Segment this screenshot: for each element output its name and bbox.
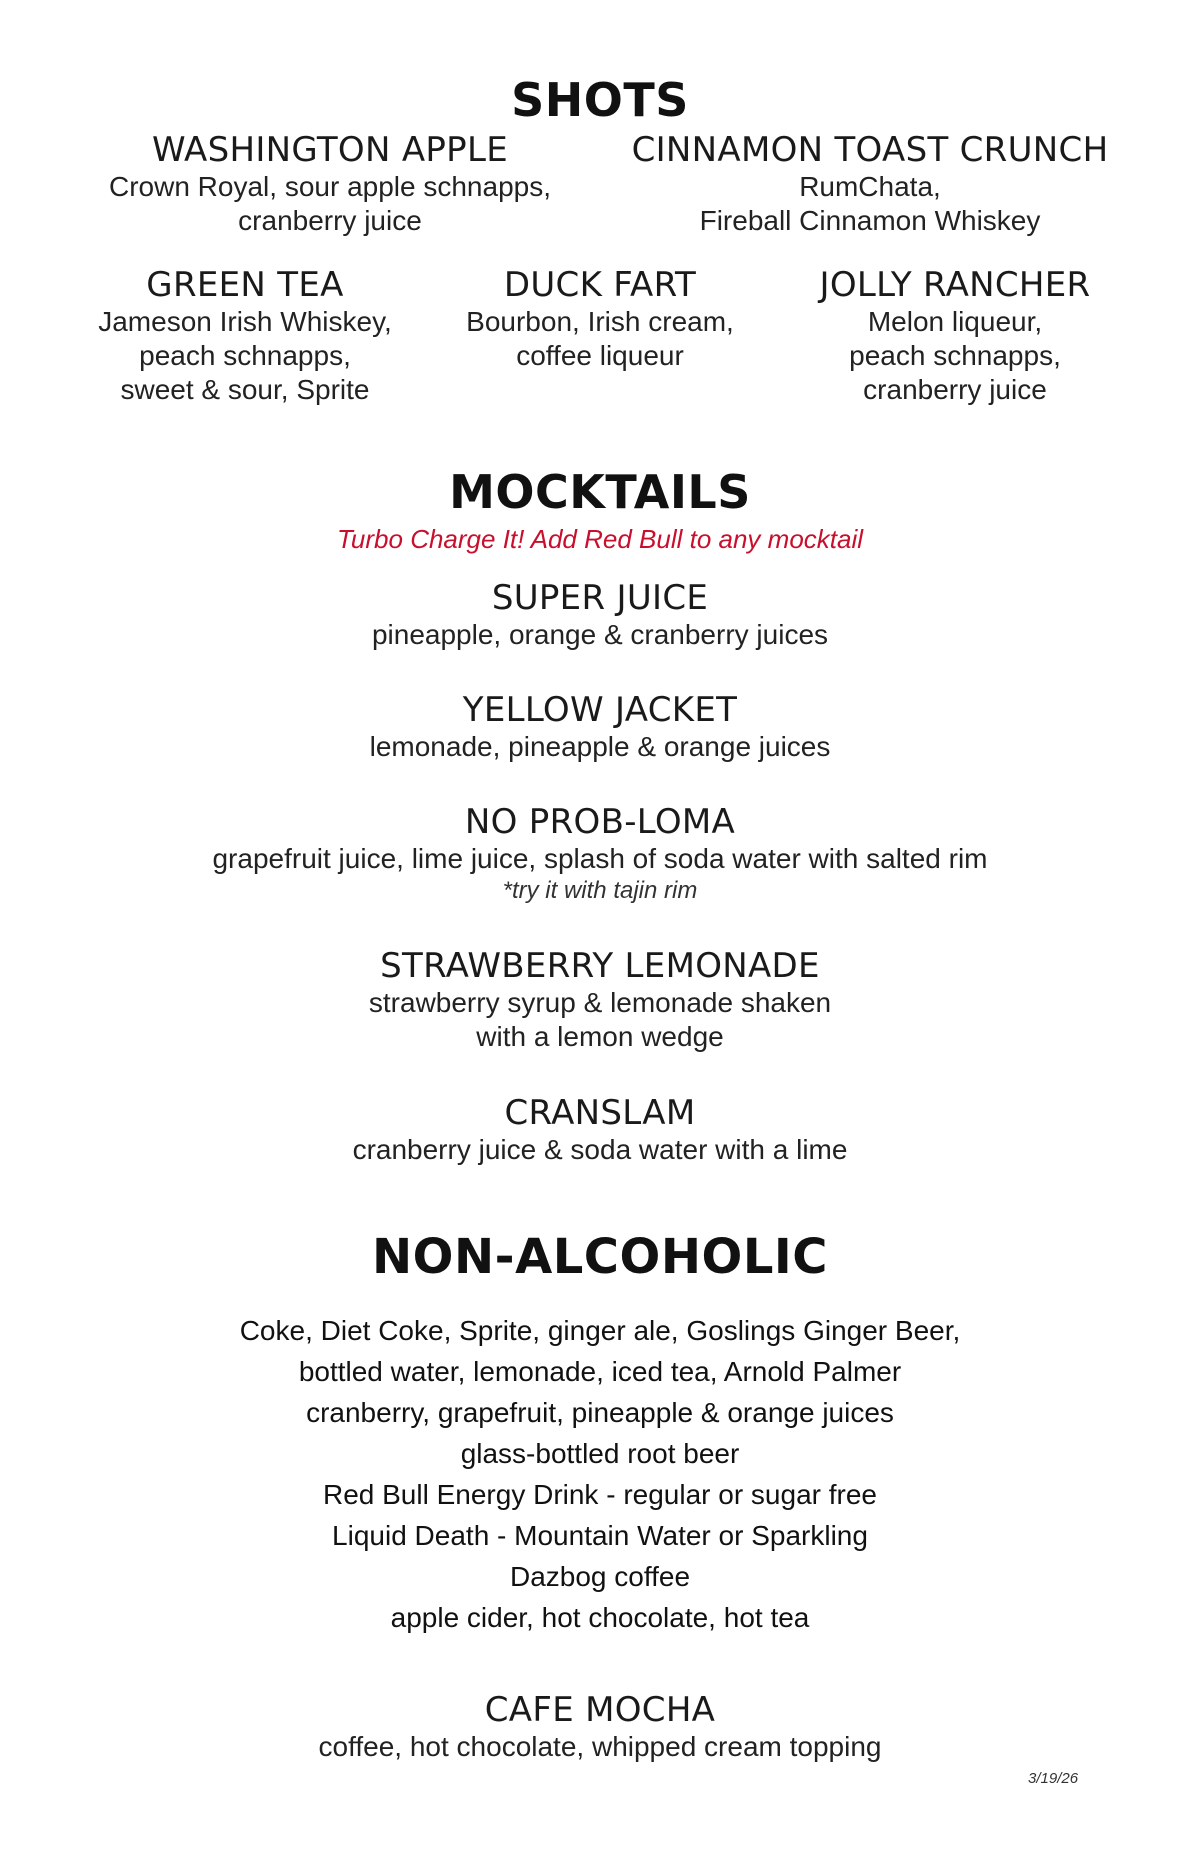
- shot-jolly-rancher: [780, 265, 1130, 407]
- shot-desc-line: sweet & sour, Sprite: [120, 374, 370, 405]
- mocktail-desc-line: strawberry syrup & lemonade shaken: [368, 987, 832, 1018]
- shot-desc-line: Crown Royal, sour apple schnapps,: [108, 171, 551, 202]
- shot-cinnamon-toast-crunch: [600, 130, 1140, 238]
- list-item: Coke, Diet Coke, Sprite, ginger ale, Goslings Ginger Beer,: [239, 1315, 961, 1346]
- mocktail-super-juice: [0, 578, 1200, 652]
- list-item: apple cider, hot chocolate, hot tea: [390, 1602, 810, 1633]
- mocktail-desc-line: pineapple, orange & cranberry juices: [371, 619, 829, 650]
- shot-desc-line: peach schnapps,: [849, 340, 1061, 371]
- feature-desc: coffee, hot chocolate, whipped cream topping: [318, 1731, 882, 1762]
- mocktail-no-prob-loma: [0, 802, 1200, 906]
- shot-desc-line: cranberry juice: [238, 205, 422, 236]
- shot-name: JOLLY RANCHER: [819, 265, 1091, 305]
- menu-date: 3/19/26: [1028, 1770, 1079, 1787]
- shots-title: SHOTS: [511, 73, 689, 127]
- shot-name: DUCK FART: [503, 265, 697, 305]
- mocktail-yellow-jacket: [0, 690, 1200, 764]
- shot-desc-line: Fireball Cinnamon Whiskey: [699, 205, 1041, 236]
- non-alcoholic-list: [0, 1310, 1200, 1638]
- mocktail-name: SUPER JUICE: [491, 578, 709, 618]
- shot-name: GREEN TEA: [146, 265, 344, 305]
- mocktail-name: NO PROB-LOMA: [464, 802, 736, 842]
- feature-cafe-mocha: [0, 1690, 1200, 1764]
- mocktail-note: *try it with tajin rim: [502, 877, 698, 904]
- mocktail-desc-line: lemonade, pineapple & orange juices: [369, 731, 831, 762]
- feature-name: CAFE MOCHA: [484, 1690, 716, 1730]
- shot-name: WASHINGTON APPLE: [151, 130, 509, 170]
- list-item: glass-bottled root beer: [460, 1438, 740, 1469]
- mocktail-desc-line: grapefruit juice, lime juice, splash of soda water with salted rim: [212, 843, 988, 874]
- shot-desc-line: Melon liqueur,: [867, 306, 1043, 337]
- mocktails-title: MOCKTAILS: [449, 465, 751, 519]
- shot-desc-line: Bourbon, Irish cream,: [466, 306, 734, 337]
- shot-desc-line: peach schnapps,: [139, 340, 351, 371]
- list-item: Liquid Death - Mountain Water or Sparkling: [332, 1520, 868, 1551]
- shot-desc-line: RumChata,: [799, 171, 941, 202]
- mocktail-name: YELLOW JACKET: [462, 690, 738, 730]
- shot-green-tea: [60, 265, 430, 407]
- mocktail-name: STRAWBERRY LEMONADE: [380, 946, 820, 986]
- shot-washington-apple: [70, 130, 590, 238]
- mocktail-cranslam: [0, 1093, 1200, 1167]
- list-item: bottled water, lemonade, iced tea, Arnold Palmer: [298, 1356, 902, 1387]
- list-item: Dazbog coffee: [509, 1561, 691, 1592]
- list-item: Red Bull Energy Drink - regular or sugar free: [322, 1479, 877, 1510]
- shot-desc-line: coffee liqueur: [516, 340, 684, 371]
- shot-duck-fart: [430, 265, 770, 373]
- red-bull-promo: Turbo Charge It! Add Red Bull to any mocktail: [336, 524, 864, 554]
- shot-name: CINNAMON TOAST CRUNCH: [631, 130, 1109, 170]
- shot-desc-line: Jameson Irish Whiskey,: [98, 306, 392, 337]
- shot-desc-line: cranberry juice: [863, 374, 1047, 405]
- mocktail-desc-line: with a lemon wedge: [476, 1021, 724, 1052]
- non-alcoholic-title: NON-ALCOHOLIC: [372, 1229, 828, 1285]
- mocktail-strawberry-lemonade: [0, 946, 1200, 1054]
- mocktail-desc-line: cranberry juice & soda water with a lime: [352, 1134, 848, 1165]
- mocktail-name: CRANSLAM: [504, 1093, 696, 1133]
- list-item: cranberry, grapefruit, pineapple & orange juices: [306, 1397, 894, 1428]
